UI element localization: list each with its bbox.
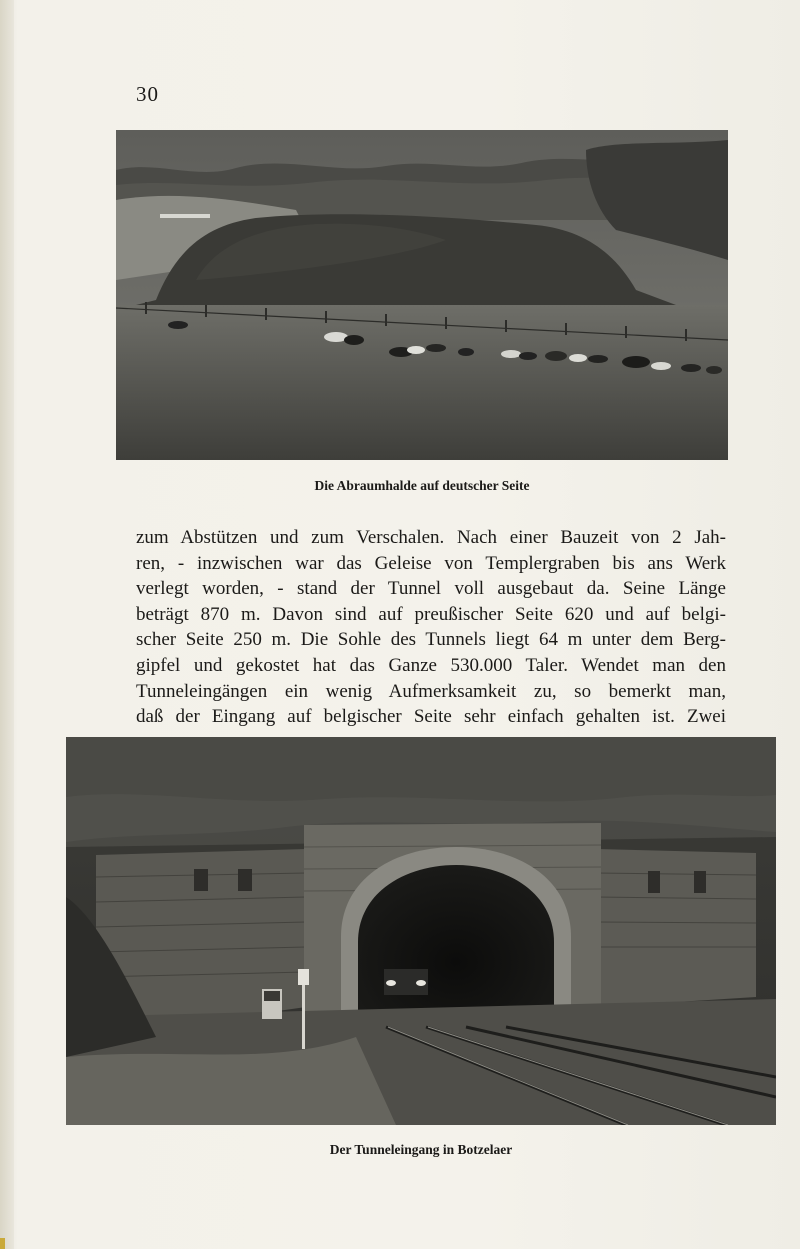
caption-spoil-heap: Die Abraumhalde auf deutscher Seite (314, 478, 530, 493)
paragraph-line-1: zum Abstützen und zum Verschalen. Nach einer Bauzeit von 2 Jah- (136, 527, 726, 548)
paragraph-line-2: ren, - inzwischen war das Geleise von Templergraben bis ans Werk (136, 552, 726, 574)
paragraph-line-3: verlegt worden, - stand der Tunnel voll ausgebaut da. Seine Länge (136, 578, 726, 600)
paragraph-line-7: Tunneleingängen ein wenig Aufmerksamkeit zu, so bemerkt man, (136, 680, 726, 702)
paragraph-line-8: daß der Eingang auf belgischer Seite sehr einfach gehalten ist. Zwei (136, 706, 726, 728)
photo-tunnel-entrance (66, 737, 776, 1125)
paragraph-line-6: gipfel und gekostet hat das Ganze 530.000 Taler. Wendet man den (136, 654, 726, 676)
page-edge-mark (0, 1238, 5, 1249)
photo-spoil-heap-image (116, 130, 728, 460)
photo-spoil-heap (116, 130, 728, 460)
book-spine-shadow (0, 0, 14, 1249)
paragraph-line-4: beträgt 870 m. Davon sind auf preußischer Seite 620 und auf belgi- (136, 603, 726, 625)
photo-tunnel-entrance-image (66, 737, 776, 1125)
caption-tunnel-entrance: Der Tunneleingang in Botzelaer (329, 1142, 513, 1157)
body-paragraph (136, 525, 726, 730)
page-number: 30 (136, 82, 159, 106)
paragraph-line-5: scher Seite 250 m. Die Sohle des Tunnels liegt 64 m unter dem Berg- (136, 629, 726, 651)
